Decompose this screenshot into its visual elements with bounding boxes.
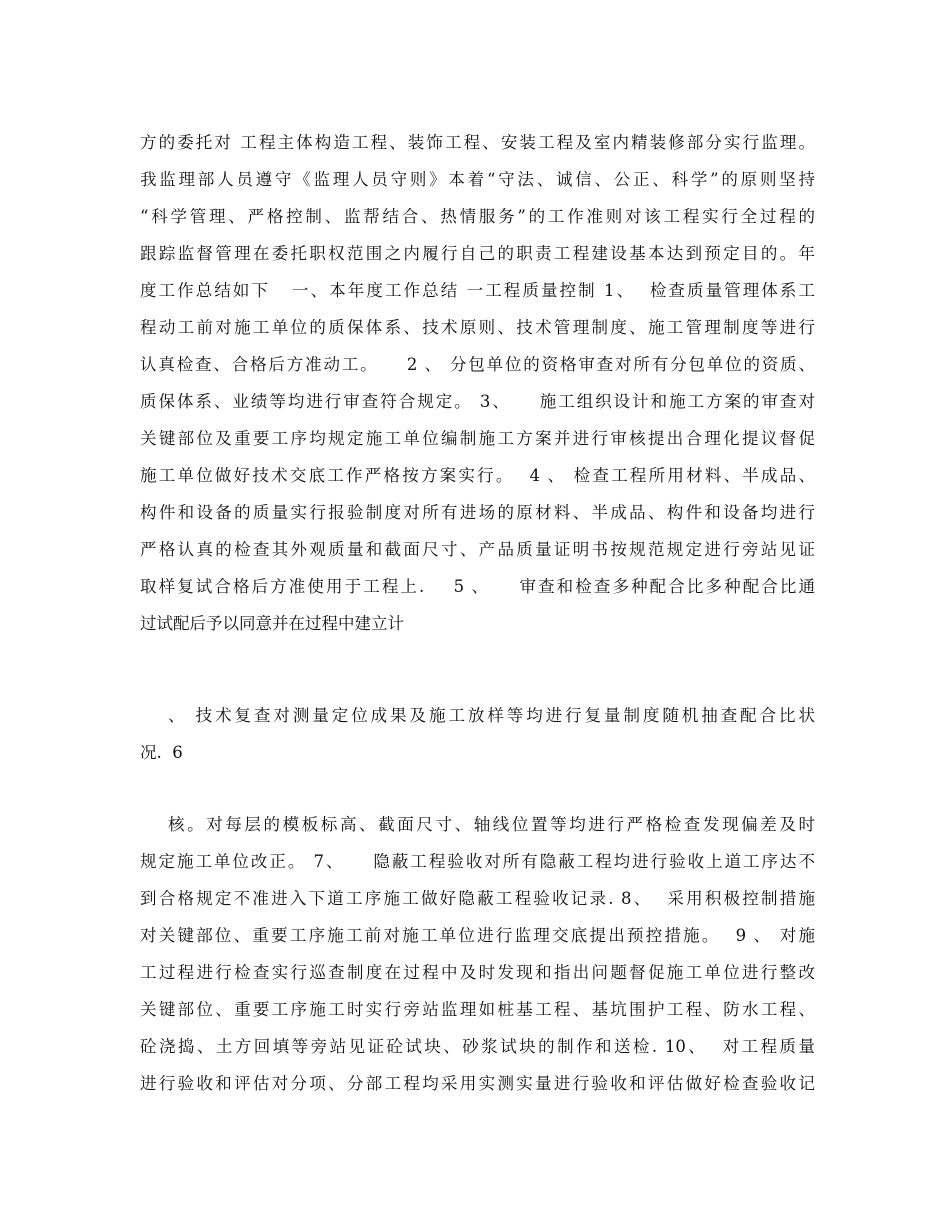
text-line: 、 技术复查对测量定位成果及施工放样等均进行复量制度随机抽查配合比状: [168, 706, 815, 725]
text-line: 砼浇捣、土方回填等旁站见证砼试块、砂浆试块的制作和送检. 10、 对工程质量: [140, 1037, 815, 1056]
text-line: 规定施工单位改正。 7、 隐蔽工程验收对所有隐蔽工程均进行验收上道工序达不: [140, 852, 815, 871]
text-line: 进行验收和评估对分项、分部工程均采用实测实量进行验收和评估做好检查验收记: [140, 1074, 815, 1093]
text-line: 质保体系、业绩等均进行审查符合规定。 3、 施工组织设计和施工方案的审查对: [140, 392, 815, 411]
paragraph-2: [140, 697, 815, 771]
text-line: 关键部位及重要工序均规定施工单位编制施工方案并进行审核提出合理化提议督促: [140, 429, 815, 448]
text-line: 方的委托对 工程主体构造工程、装饰工程、安装工程及室内精装修部分实行监理。: [140, 133, 815, 152]
text-line: 过试配后予以同意并在过程中建立计: [140, 614, 404, 633]
text-line: 度工作总结如下 一、本年度工作总结 一工程质量控制 1、 检查质量管理体系工: [140, 281, 815, 300]
text-line: 我监理部人员遵守《监理人员守则》本着“守法、诚信、公正、科学”的原则坚持: [140, 170, 815, 189]
text-line: 构件和设备的质量实行报验制度对所有进场的原材料、半成品、构件和设备均进行: [140, 503, 815, 522]
text-line: 施工单位做好技术交底工作严格按方案实行。 4 、 检查工程所用材料、半成品、: [140, 466, 815, 485]
text-line: 认真检查、合格后方准动工。 2 、 分包单位的资格审查对所有分包单位的资质、: [140, 355, 815, 374]
text-line: 对关键部位、重要工序施工前对施工单位进行监理交底提出预控措施。 9 、 对施: [140, 926, 815, 945]
text-line: 程动工前对施工单位的质保体系、技术原则、技术管理制度、施工管理制度等进行: [140, 318, 815, 337]
paragraph-1: [140, 124, 815, 642]
text-line: 到合格规定不准进入下道工序施工做好隐蔽工程验收记录. 8、 采用积极控制措施: [140, 889, 815, 908]
text-line: 关键部位、重要工序施工时实行旁站监理如桩基工程、基坑围护工程、防水工程、: [140, 1000, 815, 1019]
text-line: “科学管理、严格控制、监帮结合、热情服务”的工作准则对该工程实行全过程的: [140, 207, 815, 226]
text-line: 跟踪监督管理在委托职权范围之内履行自己的职责工程建设基本达到预定目的。年: [140, 244, 815, 263]
text-line: 工过程进行检查实行巡查制度在过程中及时发现和指出问题督促施工单位进行整改: [140, 963, 815, 982]
text-line: 核。对每层的模板标高、截面尺寸、轴线位置等均进行严格检查发现偏差及时: [168, 815, 815, 834]
text-line: 取样复试合格后方准使用于工程上. 5 、 审查和检查多种配合比多种配合比通: [140, 577, 815, 596]
paragraph-3: [140, 806, 815, 1102]
text-line: 况. 6: [140, 743, 183, 762]
text-line: 严格认真的检查其外观质量和截面尺寸、产品质量证明书按规范规定进行旁站见证: [140, 540, 815, 559]
